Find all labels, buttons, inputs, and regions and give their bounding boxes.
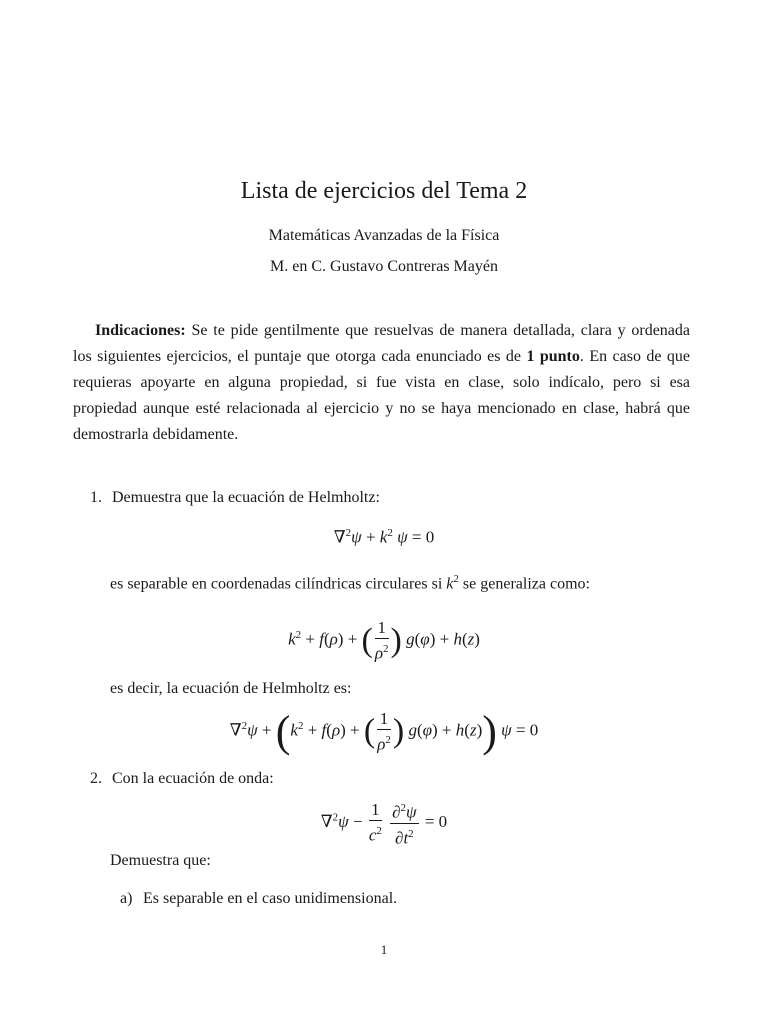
equation-helmholtz-generalized: $\nabla^2\psi + (k^2 + f(\rho)$ + ( $\frac{1}{\rho^2}$ ) g(φ) + h(z)) ψ = 0 [229,707,539,756]
exercise-1-middle-text: es separable en coordenadas cilíndricas circulares si $k^2$ se generaliza como: [110,573,590,593]
document-title: Lista de ejercicios del Tema 2 [240,178,528,204]
instructions-points: 1 punto [526,348,580,365]
page-number: 1 [380,942,388,957]
author-name: M. en C. Gustavo Contreras Mayén [270,258,498,275]
equation-wave: ∇$^2$ψ − $\frac{1}{c^2}$ $\frac{\partial^2\psi}{\partial t^2}$ = 0 [0,798,768,848]
instructions-paragraph [73,318,690,448]
instructions-text-1: Se te pide gentilmente que resuelvas de manera detallada, clara y ordenada los siguientes ejercicios, el puntaje que otorga cada enunciado es de [73,322,690,365]
instructions-text-2: . En caso de que requieras apoyarte en alguna propiedad, si fue vista en clase, solo indícalo, pero si esa propiedad aunque esté relacionada al ejercicio y no se haya mencionado en clase, habrá que demostrarla debidamente. [73,348,690,443]
exercise-statement: Demuestra que la ecuación de Helmholtz: [112,489,380,506]
exercise-number: 2. [90,770,102,787]
equation-helmholtz: $\nabla^2\psi + k^2$ ψ = 0 [333,527,435,547]
subitem-text: Es separable en el caso unidimensional. [143,890,398,907]
equation-k-generalized: $k^2 + f(\rho)$ + ( $\frac{1}{\rho^2}$ ) g(φ) + h(z) [288,618,480,663]
course-name: Matemáticas Avanzadas de la Física [268,227,500,244]
instructions-label: Indicaciones: [95,322,186,339]
exercise-number: 1. [90,489,102,506]
subitem-label: a) [120,890,133,907]
middle-text-a: es separable en coordenadas cilíndricas circulares si [110,575,443,593]
exercise-2-followup: Demuestra que: [110,852,211,869]
exercise-1-closing-text: es decir, la ecuación de Helmholtz es: [110,680,352,697]
exercise-statement: Con la ecuación de onda: [112,770,274,787]
middle-text-b: se generaliza como: [462,575,590,593]
